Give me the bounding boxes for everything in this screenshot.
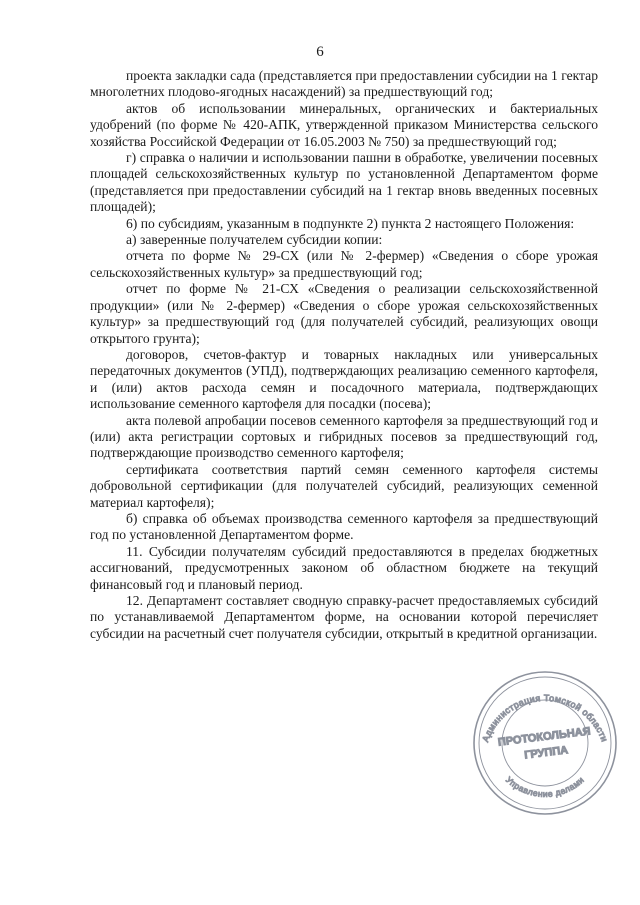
stamp-bottom-text	[504, 775, 586, 799]
stamp-center-line-2: ГРУППА	[523, 744, 569, 762]
paragraph: г) справка о наличии и использовании пашни в обработке, увеличении посевных площадей сельскохозяйственных культур по установленной Департаментом форме (представляется при предоставлении субсидий на 1 гектар вновь введенных посевных площадей);	[90, 150, 598, 215]
page-number: 6	[316, 44, 324, 60]
stamp-ring-text-path: Администрация Томской области	[480, 692, 610, 744]
paragraph: 12. Департамент составляет сводную справку-расчет предоставляемых субсидий по устанавливаемой Департаментом форме, на основании которой перечисляет субсидии на расчетный счет получателя субсидии, открытый в кредитной организации.	[90, 593, 598, 641]
paragraph: 6) по субсидиям, указанным в подпункте 2) пункта 2 настоящего Положения:	[126, 215, 575, 231]
paragraph: б) справка об объемах производства семенного картофеля за предшествующий год по установленной Департаментом форме.	[90, 510, 598, 543]
paragraph: а) заверенные получателем субсидии копии:	[126, 232, 383, 248]
stamp-ink	[474, 672, 616, 814]
paragraph: актов об использовании минеральных, органических и бактериальных удобрений (по форме № 420-АПК, утвержденной приказом Министерства сельского хозяйства Российской Федерации от 16.05.2003 № 750) за предшествующий год;	[90, 100, 598, 149]
stamp-bottom-text-path: Управление делами	[503, 774, 587, 799]
stamp-center-line-1: ПРОТОКОЛЬНАЯ	[497, 725, 592, 749]
paragraph: проекта закладки сада (представляется при предоставлении субсидии на 1 гектар многолетних плодово-ягодных насаждений) за предшествующий год;	[90, 68, 598, 100]
paragraph: сертификата соответствия партий семян семенного картофеля системы добровольной сертификации (для получателей субсидий, реализующих семенной материал картофеля);	[90, 461, 598, 510]
paragraph: акта полевой апробации посевов семенного картофеля за предшествующий год и (или) акта регистрации сортовых и гибридных посевов за предшествующий год, подтверждающие производство семенного картофеля;	[90, 412, 598, 461]
official-stamp	[470, 668, 620, 818]
paragraph: отчет по форме № 21-СХ «Сведения о реализации сельскохозяйственной продукции» (или № 2-фермер) «Сведения о сборе урожая сельскохозяйственных культур» за предшествующий год (для получателей субсидий, реализующих овощи открытого грунта);	[90, 281, 598, 346]
paragraph: отчета по форме № 29-СХ (или № 2-фермер) «Сведения о сборе урожая сельскохозяйственных культур» за предшествующий год;	[90, 248, 598, 280]
paragraph: договоров, счетов-фактур и товарных накладных или универсальных передаточных документов (УПД), подтверждающих реализацию семенного картофеля, и (или) актов расхода семян и посадочного материала, подтверждающих использование семенного картофеля для посадки (посева);	[90, 346, 598, 412]
document-body	[90, 68, 598, 642]
paragraph: 11. Субсидии получателям субсидий предоставляются в пределах бюджетных ассигнований, предусмотренных законом об областном бюджете на текущий финансовый год и плановый период.	[90, 543, 598, 592]
